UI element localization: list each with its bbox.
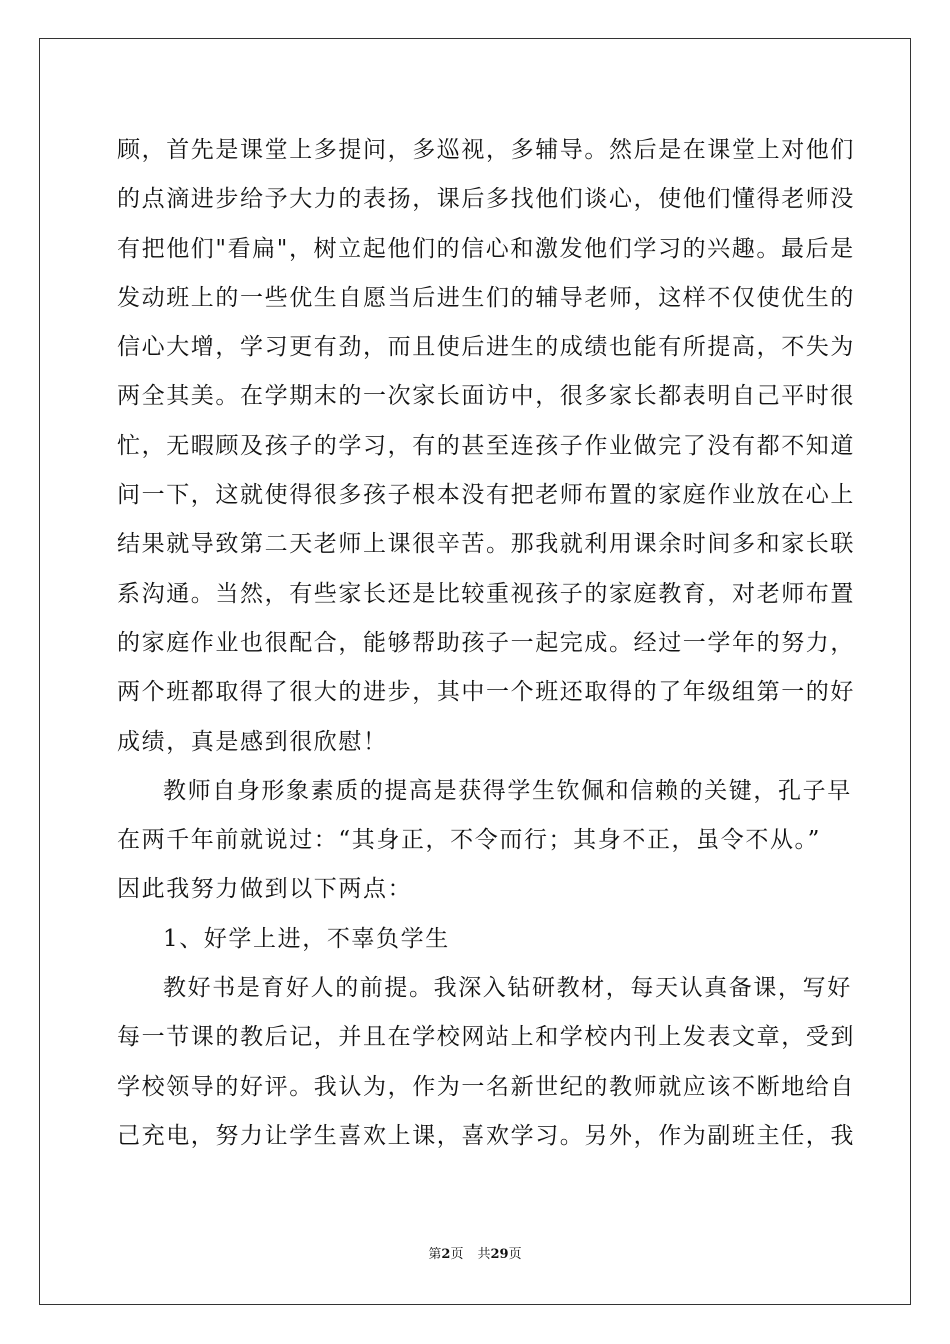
text-line: 学校领导的好评。我认为，作为一名新世纪的教师就应该不断地给自 <box>117 1073 855 1100</box>
text-line: 的点滴进步给予大力的表扬，课后多找他们谈心，使他们懂得老师没 <box>117 186 855 213</box>
text-line: 的家庭作业也很配合，能够帮助孩子一起完成。经过一学年的努力， <box>117 629 855 656</box>
total-page-count: 29 <box>490 1247 509 1262</box>
text-line: 因此我努力做到以下两点： <box>117 876 413 903</box>
text-line: 两全其美。在学期末的一次家长面访中，很多家长都表明自己平时很 <box>117 383 855 410</box>
text-line: 结果就导致第二天老师上课很辛苦。那我就利用课余时间多和家长联 <box>117 531 855 558</box>
text-line: 每一节课的教后记，并且在学校网站上和学校内刊上发表文章，受到 <box>117 1024 855 1051</box>
page-footer <box>0 1246 950 1264</box>
text-line: 顾，首先是课堂上多提问，多巡视，多辅导。然后是在课堂上对他们 <box>117 137 855 163</box>
paragraph-start-line: 教好书是育好人的前提。我深入钻研教材，每天认真备课，写好 <box>163 975 852 1002</box>
page-unit: 页 <box>450 1247 464 1262</box>
text-line: 信心大增，学习更有劲，而且使后进生的成绩也能有所提高，不失为 <box>117 334 855 361</box>
text-line: 忙，无暇顾及孩子的学习，有的甚至连孩子作业做完了没有都不知道 <box>117 432 855 459</box>
page-prefix: 第 <box>428 1247 442 1262</box>
text-line: 成绩，真是感到很欣慰！ <box>117 728 388 755</box>
text-line: 发动班上的一些优生自愿当后进生们的辅导老师，这样不仅使优生的 <box>117 284 855 311</box>
text-line: 有把他们"看扁"，树立起他们的信心和激发他们学习的兴趣。最后是 <box>117 235 855 262</box>
document-body <box>117 126 855 1161</box>
section-heading: 1、好学上进，不辜负学生 <box>163 925 450 952</box>
text-line: 系沟通。当然，有些家长还是比较重视孩子的家庭教育，对老师布置 <box>117 580 855 607</box>
text-line: 己充电，努力让学生喜欢上课，喜欢学习。另外，作为副班主任，我 <box>117 1122 855 1149</box>
paragraph-start-line: 教师自身形象素质的提高是获得学生钦佩和信赖的关键，孔子早 <box>163 777 852 804</box>
current-page-number: 2 <box>441 1247 451 1262</box>
text-line: 问一下，这就使得很多孩子根本没有把老师布置的家庭作业放在心上 <box>117 482 855 509</box>
text-line: 在两千年前就说过：“其身正，不令而行；其身不正，虽令不从。” <box>117 827 822 854</box>
text-line: 两个班都取得了很大的进步，其中一个班还取得的了年级组第一的好 <box>117 679 855 706</box>
total-unit: 页 <box>508 1247 522 1262</box>
total-prefix: 共 <box>477 1247 491 1262</box>
